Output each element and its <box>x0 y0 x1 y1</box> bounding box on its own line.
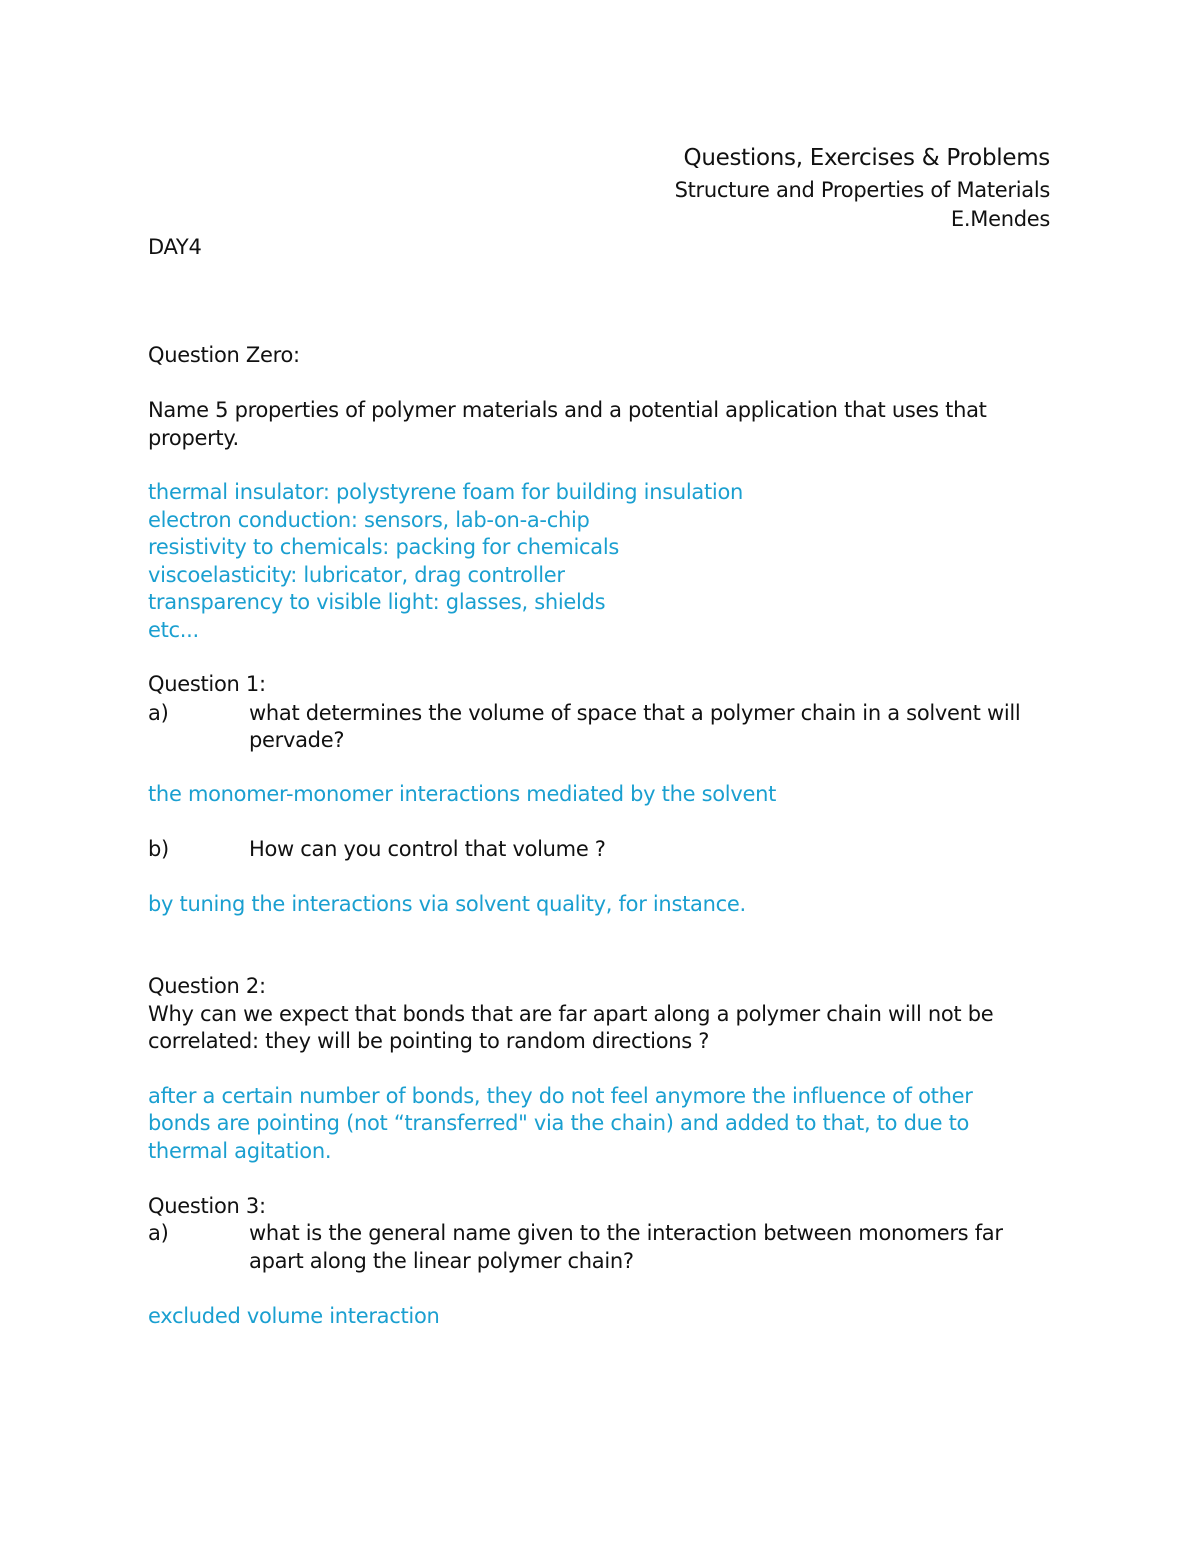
answer-line: viscoelasticity: lubricator, drag controller <box>148 563 565 587</box>
answer-line: thermal insulator: polystyrene foam for building insulation <box>148 480 744 504</box>
question-zero-prompt-line1: Name 5 properties of polymer materials and a potential application that uses that <box>148 398 987 422</box>
question-3a-line2: apart along the linear polymer chain? <box>249 1249 634 1273</box>
answer-line: transparency to visible light: glasses, shields <box>148 590 606 614</box>
question-2-line2: correlated: they will be pointing to random directions ? <box>148 1029 710 1053</box>
question-1-heading: Question 1: <box>148 672 266 696</box>
answer-line: resistivity to chemicals: packing for chemicals <box>148 535 620 559</box>
question-3a-answer: excluded volume interaction <box>148 1304 440 1328</box>
course-name: Structure and Properties of Materials <box>674 178 1050 202</box>
author-name: E.Mendes <box>950 207 1050 231</box>
document-title: Questions, Exercises & Problems <box>683 145 1050 171</box>
question-2-line1: Why can we expect that bonds that are far apart along a polymer chain will not be <box>148 1002 994 1026</box>
question-zero-prompt-line2: property. <box>148 426 239 450</box>
day-label: DAY4 <box>148 235 202 259</box>
question-3a-label: a) <box>148 1221 169 1245</box>
question-1a-answer: the monomer-monomer interactions mediated by the solvent <box>148 782 777 806</box>
question-3-heading: Question 3: <box>148 1194 266 1218</box>
question-2-answer-line1: after a certain number of bonds, they do not feel anymore the influence of other <box>148 1084 973 1108</box>
answer-line: electron conduction: sensors, lab-on-a-chip <box>148 508 590 532</box>
question-1a-line2: pervade? <box>249 728 345 752</box>
question-3a-line1: what is the general name given to the interaction between monomers far <box>249 1221 1003 1245</box>
question-2-answer-line2: bonds are pointing (not “transferred" via the chain) and added to that, to due to <box>148 1111 970 1135</box>
question-2-answer-line3: thermal agitation. <box>148 1139 332 1163</box>
question-1b-answer: by tuning the interactions via solvent quality, for instance. <box>148 892 746 916</box>
question-2-heading: Question 2: <box>148 974 266 998</box>
question-zero-heading: Question Zero: <box>148 343 300 367</box>
answer-line: etc... <box>148 618 199 642</box>
question-1b-text: How can you control that volume ? <box>249 837 606 861</box>
question-1b-label: b) <box>148 837 169 861</box>
question-1a-label: a) <box>148 701 169 725</box>
question-1a-line1: what determines the volume of space that a polymer chain in a solvent will <box>249 701 1021 725</box>
